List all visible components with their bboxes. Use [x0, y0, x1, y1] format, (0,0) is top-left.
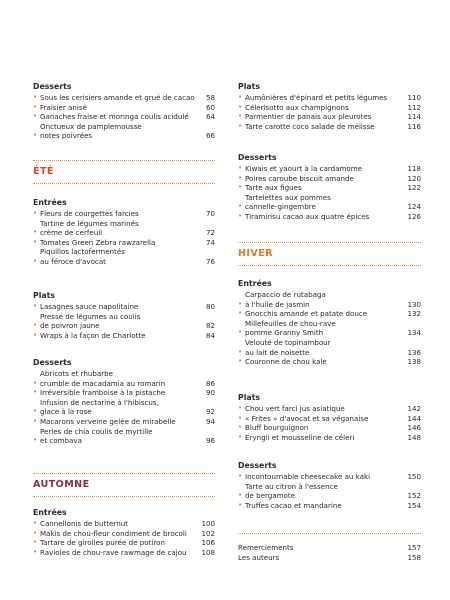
season-title-automne: AUTOMNE — [33, 479, 90, 490]
page-number: 80 — [205, 302, 215, 311]
entry-line: crème de cerfeuil — [40, 228, 103, 238]
ete-desserts-section — [33, 358, 215, 446]
page-number: 144 — [407, 413, 421, 423]
entry-list — [33, 93, 215, 141]
entry-title — [245, 290, 405, 309]
list-item — [33, 219, 215, 238]
bullet-icon: • — [33, 519, 38, 527]
entry-title — [245, 122, 405, 132]
page-number: 150 — [407, 472, 421, 481]
bullet-icon: • — [238, 121, 243, 130]
entry-title — [40, 103, 199, 113]
entry-title — [40, 312, 199, 331]
hiver-plats-section — [238, 393, 421, 442]
entry-title — [40, 398, 199, 417]
bullet-icon: • — [33, 388, 38, 397]
page-number: 74 — [205, 237, 215, 247]
bullet-icon: • — [33, 538, 38, 547]
page-number: 92 — [205, 407, 215, 417]
list-item — [33, 519, 215, 529]
entry-line: Pressé de légumes au coulis — [40, 311, 141, 321]
entry-line: Velouté de topinambour — [245, 337, 331, 347]
entry-line: Millefeuilles de chou-rave — [245, 318, 336, 328]
entry-list — [33, 302, 215, 340]
category-title: Desserts — [33, 358, 72, 367]
page-number: 70 — [205, 209, 215, 218]
list-item — [238, 543, 421, 553]
list-item — [33, 312, 215, 331]
entry-line: Aumônières d'épinard et petits légumes — [245, 93, 388, 102]
entry-title — [245, 404, 405, 414]
page-number: 60 — [205, 102, 215, 112]
entry-title — [245, 423, 405, 433]
list-item — [238, 193, 421, 212]
page-number: 66 — [205, 131, 215, 141]
entry-title — [245, 338, 405, 357]
list-item — [238, 309, 421, 319]
list-item — [33, 247, 215, 266]
list-item — [33, 427, 215, 446]
entry-title — [245, 319, 405, 338]
list-item — [33, 369, 215, 388]
bullet-icon: • — [33, 321, 38, 330]
page-number: 106 — [201, 538, 215, 548]
bullet-icon: • — [238, 404, 243, 412]
bullet-icon: • — [33, 547, 38, 556]
list-item — [238, 103, 421, 113]
entry-line: à l'huile de jasmin — [245, 299, 310, 309]
entry-title — [40, 417, 199, 427]
bullet-icon: • — [33, 209, 38, 217]
bullet-icon: • — [238, 472, 243, 480]
category-title: Entrées — [33, 198, 67, 207]
page-number: 86 — [205, 378, 215, 388]
entry-line: Piquillos lactofermentés — [40, 247, 125, 257]
bullet-icon: • — [33, 256, 38, 265]
entry-line: Tartare de girolles purée de potiron — [40, 538, 165, 548]
entry-line: « Frites » d'avocat et sa véganaise — [245, 413, 369, 423]
ete-plats-section — [33, 291, 215, 340]
entry-title — [245, 164, 405, 174]
entry-line: Ganaches fraise et moringa coulis acidulé — [40, 112, 189, 122]
entry-title — [40, 331, 199, 341]
bullet-icon: • — [238, 299, 243, 308]
bullet-icon: • — [33, 93, 38, 101]
list-item — [238, 501, 421, 511]
entry-title — [245, 103, 405, 113]
category-title: Plats — [238, 82, 261, 91]
list-item — [238, 122, 421, 132]
page-number: 158 — [407, 552, 421, 562]
page-number: 82 — [205, 321, 215, 331]
list-item — [33, 112, 215, 122]
entry-line: Tiramirisu cacao aux quatre épices — [245, 211, 370, 221]
entry-title — [40, 369, 199, 388]
list-item — [238, 482, 421, 501]
entry-line: Les auteurs — [238, 552, 280, 562]
entry-line: Bluff bourguignon — [245, 423, 309, 433]
entry-line: Gnocchis amande et patate douce — [245, 309, 368, 319]
entry-line: Lasagnes sauce napolitaine — [40, 302, 139, 311]
entry-line: et combava — [40, 436, 82, 446]
list-item — [238, 404, 421, 414]
page-number: 148 — [407, 432, 421, 442]
page-number: 114 — [407, 112, 421, 122]
entry-line: Parmentier de panais aux pleurotes — [245, 112, 372, 122]
entry-line: Carpaccio de rutabaga — [245, 290, 326, 299]
list-item — [238, 174, 421, 184]
list-item — [33, 209, 215, 219]
entry-line: Tartine de légumes marinés — [40, 218, 139, 228]
entry-line: Wraps à la façon de Charlotte — [40, 330, 146, 340]
entry-list — [33, 519, 215, 557]
page-number: 100 — [201, 519, 215, 528]
list-item — [33, 122, 215, 141]
list-item — [33, 331, 215, 341]
entry-line: Tartelettes aux pommes — [245, 192, 331, 202]
page-number: 126 — [407, 211, 421, 221]
bullet-icon: • — [33, 436, 38, 445]
list-item — [33, 238, 215, 248]
entry-line: Tarte au citron à l'essence — [245, 481, 338, 491]
page-number: 146 — [407, 423, 421, 433]
entry-title — [40, 529, 199, 539]
entry-title — [245, 309, 405, 319]
list-item — [238, 112, 421, 122]
list-item — [33, 417, 215, 427]
entry-line: Tarte carotte coco salade de mélisse — [245, 121, 375, 131]
bullet-icon: • — [238, 102, 243, 111]
entry-line: Irréversible framboise à la pistache — [40, 388, 166, 398]
page-number: 122 — [407, 183, 421, 193]
bullet-icon: • — [238, 423, 243, 432]
entry-line: Incontournable cheesecake au kaki — [245, 472, 371, 481]
entry-title — [245, 482, 405, 501]
entry-line: Sous les cerisiers amande et grué de cacao — [40, 93, 195, 102]
list-item — [238, 93, 421, 103]
category-title: Plats — [33, 291, 56, 300]
page-number: 120 — [407, 173, 421, 183]
page-number: 130 — [407, 299, 421, 309]
list-item — [33, 529, 215, 539]
entry-title — [40, 238, 199, 248]
entry-list — [33, 369, 215, 446]
season-divider — [238, 242, 421, 243]
list-item — [238, 433, 421, 443]
section-divider — [238, 533, 421, 534]
season-divider — [33, 160, 215, 161]
automne-entrees-section — [33, 508, 215, 557]
bullet-icon: • — [33, 237, 38, 246]
entry-line: Couronne de chou kale — [245, 357, 327, 367]
entry-title — [40, 112, 199, 122]
entry-line: Macarons verveine gelée de mirabelle — [40, 416, 176, 426]
entry-list — [238, 290, 421, 367]
bullet-icon: • — [238, 112, 243, 121]
category-title: Desserts — [33, 82, 72, 91]
category-title: Desserts — [238, 461, 277, 470]
bullet-icon: • — [238, 500, 243, 509]
entry-title — [245, 183, 405, 193]
entry-line: Fraisier anisé — [40, 102, 87, 112]
bullet-icon: • — [33, 102, 38, 111]
bullet-icon: • — [33, 112, 38, 121]
season-divider — [238, 265, 421, 266]
entry-line: Truffes cacao et mandarine — [245, 500, 342, 510]
page-number: 157 — [407, 543, 421, 552]
entry-line: Chou vert farci jus asiatique — [245, 404, 345, 413]
list-item — [238, 357, 421, 367]
entry-title — [245, 472, 405, 482]
page-number: 142 — [407, 404, 421, 413]
entry-line: pomme Granny Smith — [245, 328, 324, 338]
entry-list — [238, 472, 421, 510]
category-title: Entrées — [33, 508, 67, 517]
entry-title — [245, 112, 405, 122]
season-divider — [33, 183, 215, 184]
bullet-icon: • — [238, 183, 243, 192]
page-number: 90 — [205, 388, 215, 398]
entry-title — [40, 302, 199, 312]
entry-title — [245, 193, 405, 212]
list-item — [238, 338, 421, 357]
bullet-icon: • — [33, 131, 38, 140]
bullet-icon: • — [33, 407, 38, 416]
bullet-icon: • — [238, 173, 243, 182]
entry-line: de bergamote — [245, 491, 296, 501]
bullet-icon: • — [33, 378, 38, 387]
bullet-icon: • — [238, 432, 243, 441]
entry-line: Cannellonis de butternut — [40, 519, 128, 528]
category-title: Desserts — [238, 153, 277, 162]
entry-title — [40, 93, 199, 103]
automne-plats-section — [238, 82, 421, 131]
bullet-icon: • — [33, 228, 38, 237]
page-number: 118 — [407, 164, 421, 173]
season-divider — [33, 496, 215, 497]
entry-line: crumble de macadamia au romarin — [40, 378, 166, 388]
entry-line: notes poivrées — [40, 131, 93, 141]
page-number: 102 — [201, 528, 215, 538]
entry-title — [40, 519, 199, 529]
entry-line: de poivron jaune — [40, 321, 100, 331]
entry-title — [40, 219, 199, 238]
bullet-icon: • — [33, 416, 38, 425]
page-number: 72 — [205, 228, 215, 238]
entry-line: au lait de noisette — [245, 347, 310, 357]
list-item — [238, 183, 421, 193]
entry-title — [40, 247, 199, 266]
list-item — [238, 212, 421, 222]
entry-line: Makis de chou-fleur condiment de brocoli — [40, 528, 187, 538]
page-number: 58 — [205, 93, 215, 102]
season-title-hiver: HIVER — [238, 248, 273, 259]
entry-line: Perles de chia coulis de myrtille — [40, 426, 153, 436]
entry-line: Eryngii et mousseline de céleri — [245, 432, 355, 442]
entry-line: Tarte aux figues — [245, 183, 302, 193]
season-automne — [33, 473, 215, 497]
list-item — [33, 538, 215, 548]
page-number: 154 — [407, 500, 421, 510]
page-number: 94 — [205, 416, 215, 426]
entry-list — [238, 93, 421, 131]
entry-title — [245, 212, 405, 222]
bullet-icon: • — [238, 93, 243, 101]
bullet-icon: • — [33, 302, 38, 310]
bullet-icon: • — [238, 211, 243, 220]
entry-line: Infusion de nectarine à l'hibiscus, — [40, 397, 159, 407]
entry-title — [245, 174, 405, 184]
ete-entrees-section — [33, 198, 215, 267]
entry-list — [238, 164, 421, 222]
bullet-icon: • — [238, 309, 243, 318]
entry-title — [40, 122, 199, 141]
page-number: 136 — [407, 347, 421, 357]
hiver-desserts-section — [238, 461, 421, 510]
list-item — [238, 414, 421, 424]
entry-line: cannelle-gingembre — [245, 202, 316, 212]
season-title-ete: ÉTÉ — [33, 166, 54, 177]
entry-line: Fleurs de courgettes farcies — [40, 209, 139, 218]
list-item — [33, 93, 215, 103]
season-divider — [33, 473, 215, 474]
list-item — [33, 103, 215, 113]
entry-title — [40, 427, 199, 446]
entry-list — [238, 543, 421, 562]
extras-section — [238, 543, 421, 562]
page-number: 138 — [407, 357, 421, 367]
page-number: 112 — [407, 102, 421, 112]
list-item — [33, 388, 215, 398]
entry-line: glace à la rose — [40, 407, 92, 417]
entry-title — [238, 553, 405, 563]
list-item — [33, 398, 215, 417]
page-number: 116 — [407, 121, 421, 131]
list-item — [238, 553, 421, 563]
bullet-icon: • — [238, 328, 243, 337]
entry-line: Tomates Green Zebra rawzarella — [40, 237, 156, 247]
automne-desserts-section — [238, 153, 421, 222]
entry-line: Remerciements — [238, 543, 294, 552]
season-hiver — [238, 242, 421, 266]
category-title: Plats — [238, 393, 261, 402]
entry-title — [245, 93, 405, 103]
entry-title — [40, 538, 199, 548]
entry-title — [245, 501, 405, 511]
entry-list — [238, 404, 421, 442]
entry-line: Onctueux de pamplemousse — [40, 121, 142, 131]
entry-title — [40, 209, 199, 219]
bullet-icon: • — [238, 357, 243, 366]
season-ete — [33, 160, 215, 184]
entry-title — [40, 388, 199, 398]
page-number: 84 — [205, 330, 215, 340]
list-item — [33, 302, 215, 312]
category-title: Entrées — [238, 279, 272, 288]
entry-title — [245, 357, 405, 367]
page-number: 108 — [201, 547, 215, 557]
list-item — [238, 319, 421, 338]
page-number: 96 — [205, 436, 215, 446]
list-item — [33, 548, 215, 558]
bullet-icon: • — [238, 347, 243, 356]
entry-title — [245, 414, 405, 424]
page-number: 152 — [407, 491, 421, 501]
page-number: 134 — [407, 328, 421, 338]
bullet-icon: • — [33, 528, 38, 537]
printemps-desserts-section — [33, 82, 215, 141]
entry-line: Poires caroube biscuit amande — [245, 173, 354, 183]
entry-line: Abricots et rhubarbe — [40, 369, 114, 378]
entry-title — [40, 548, 199, 558]
bullet-icon: • — [238, 491, 243, 500]
entry-list — [33, 209, 215, 267]
list-item — [238, 472, 421, 482]
list-item — [238, 423, 421, 433]
page-number: 110 — [407, 93, 421, 102]
page-number: 124 — [407, 202, 421, 212]
bullet-icon: • — [238, 413, 243, 422]
entry-title — [245, 433, 405, 443]
bullet-icon: • — [238, 164, 243, 172]
bullet-icon: • — [33, 330, 38, 339]
page-number: 132 — [407, 309, 421, 319]
list-item — [238, 290, 421, 309]
entry-line: au féroce d'avocat — [40, 256, 106, 266]
page-number: 64 — [205, 112, 215, 122]
hiver-entrees-section — [238, 279, 421, 367]
entry-title — [238, 543, 405, 553]
entry-line: Ravioles de chou-rave rawmage de cajou — [40, 547, 187, 557]
entry-line: Célerisotto aux champignons — [245, 102, 349, 112]
page-number: 76 — [205, 256, 215, 266]
list-item — [238, 164, 421, 174]
bullet-icon: • — [238, 202, 243, 211]
entry-line: Kiwais et yaourt à la cardamome — [245, 164, 363, 173]
